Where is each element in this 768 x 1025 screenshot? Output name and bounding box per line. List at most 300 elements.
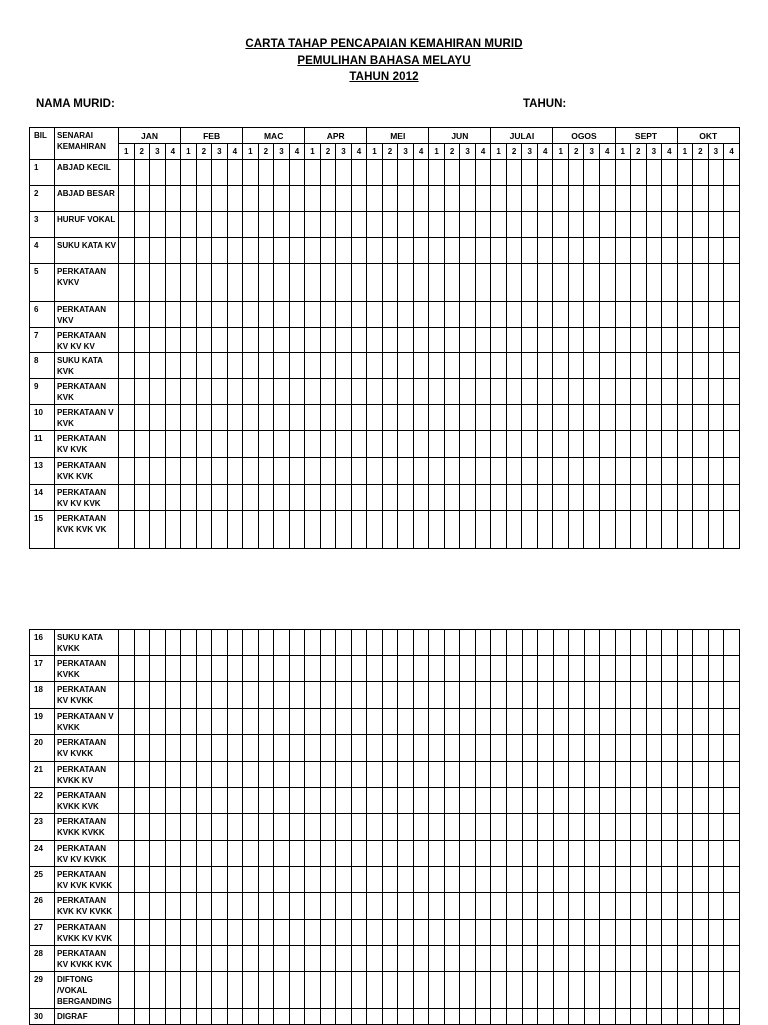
progress-cell[interactable]	[599, 160, 615, 186]
progress-cell[interactable]	[212, 212, 228, 238]
progress-cell[interactable]	[413, 238, 429, 264]
progress-cell[interactable]	[320, 630, 336, 656]
progress-cell[interactable]	[491, 709, 507, 735]
progress-cell[interactable]	[336, 302, 352, 328]
progress-cell[interactable]	[305, 946, 321, 972]
progress-cell[interactable]	[320, 709, 336, 735]
progress-cell[interactable]	[506, 160, 522, 186]
progress-cell[interactable]	[444, 186, 460, 212]
progress-cell[interactable]	[475, 630, 491, 656]
progress-cell[interactable]	[134, 762, 150, 788]
progress-cell[interactable]	[150, 485, 166, 511]
progress-cell[interactable]	[615, 1009, 631, 1025]
progress-cell[interactable]	[662, 264, 678, 302]
progress-cell[interactable]	[119, 186, 135, 212]
progress-cell[interactable]	[227, 485, 243, 511]
progress-cell[interactable]	[429, 238, 445, 264]
progress-cell[interactable]	[429, 920, 445, 946]
progress-cell[interactable]	[599, 405, 615, 431]
progress-cell[interactable]	[119, 212, 135, 238]
progress-cell[interactable]	[165, 814, 181, 841]
progress-cell[interactable]	[724, 458, 740, 485]
progress-cell[interactable]	[599, 302, 615, 328]
progress-cell[interactable]	[150, 972, 166, 1009]
progress-cell[interactable]	[677, 485, 693, 511]
progress-cell[interactable]	[724, 735, 740, 762]
progress-cell[interactable]	[662, 630, 678, 656]
progress-cell[interactable]	[165, 972, 181, 1009]
progress-cell[interactable]	[134, 238, 150, 264]
progress-cell[interactable]	[181, 511, 197, 549]
progress-cell[interactable]	[382, 302, 398, 328]
progress-cell[interactable]	[212, 656, 228, 682]
progress-cell[interactable]	[538, 893, 554, 920]
progress-cell[interactable]	[569, 762, 585, 788]
progress-cell[interactable]	[662, 485, 678, 511]
progress-cell[interactable]	[708, 405, 724, 431]
progress-cell[interactable]	[693, 841, 709, 867]
progress-cell[interactable]	[382, 264, 398, 302]
progress-cell[interactable]	[677, 814, 693, 841]
progress-cell[interactable]	[212, 405, 228, 431]
progress-cell[interactable]	[212, 1009, 228, 1025]
progress-cell[interactable]	[320, 186, 336, 212]
progress-cell[interactable]	[165, 353, 181, 379]
progress-cell[interactable]	[693, 814, 709, 841]
progress-cell[interactable]	[569, 656, 585, 682]
progress-cell[interactable]	[522, 511, 538, 549]
progress-cell[interactable]	[274, 264, 290, 302]
progress-cell[interactable]	[724, 867, 740, 893]
progress-cell[interactable]	[615, 867, 631, 893]
progress-cell[interactable]	[475, 405, 491, 431]
progress-cell[interactable]	[243, 212, 259, 238]
progress-cell[interactable]	[584, 630, 600, 656]
progress-cell[interactable]	[553, 379, 569, 405]
progress-cell[interactable]	[569, 814, 585, 841]
progress-cell[interactable]	[429, 656, 445, 682]
progress-cell[interactable]	[398, 511, 414, 549]
progress-cell[interactable]	[181, 431, 197, 458]
progress-cell[interactable]	[584, 302, 600, 328]
progress-cell[interactable]	[460, 630, 476, 656]
progress-cell[interactable]	[600, 814, 616, 841]
progress-cell[interactable]	[243, 379, 259, 405]
progress-cell[interactable]	[506, 264, 522, 302]
progress-cell[interactable]	[227, 630, 243, 656]
progress-cell[interactable]	[382, 212, 398, 238]
progress-cell[interactable]	[599, 431, 615, 458]
progress-cell[interactable]	[429, 1009, 445, 1025]
progress-cell[interactable]	[212, 946, 228, 972]
progress-cell[interactable]	[693, 511, 709, 549]
progress-cell[interactable]	[569, 709, 585, 735]
progress-cell[interactable]	[212, 788, 228, 814]
progress-cell[interactable]	[181, 893, 197, 920]
progress-cell[interactable]	[289, 630, 305, 656]
progress-cell[interactable]	[460, 328, 476, 353]
progress-cell[interactable]	[693, 238, 709, 264]
progress-cell[interactable]	[677, 160, 693, 186]
progress-cell[interactable]	[150, 762, 166, 788]
progress-cell[interactable]	[227, 972, 243, 1009]
progress-cell[interactable]	[584, 328, 600, 353]
progress-cell[interactable]	[119, 656, 135, 682]
progress-cell[interactable]	[336, 485, 352, 511]
progress-cell[interactable]	[351, 212, 367, 238]
progress-cell[interactable]	[444, 972, 460, 1009]
progress-cell[interactable]	[444, 264, 460, 302]
progress-cell[interactable]	[708, 893, 724, 920]
progress-cell[interactable]	[491, 212, 507, 238]
progress-cell[interactable]	[522, 328, 538, 353]
progress-cell[interactable]	[724, 1009, 740, 1025]
progress-cell[interactable]	[646, 160, 662, 186]
progress-cell[interactable]	[274, 328, 290, 353]
progress-cell[interactable]	[134, 682, 150, 709]
progress-cell[interactable]	[150, 709, 166, 735]
progress-cell[interactable]	[600, 893, 616, 920]
progress-cell[interactable]	[631, 972, 647, 1009]
progress-cell[interactable]	[693, 353, 709, 379]
progress-cell[interactable]	[615, 238, 631, 264]
progress-cell[interactable]	[444, 302, 460, 328]
progress-cell[interactable]	[336, 511, 352, 549]
progress-cell[interactable]	[646, 893, 662, 920]
progress-cell[interactable]	[662, 867, 678, 893]
progress-cell[interactable]	[475, 186, 491, 212]
progress-cell[interactable]	[119, 841, 135, 867]
progress-cell[interactable]	[413, 328, 429, 353]
progress-cell[interactable]	[212, 458, 228, 485]
progress-cell[interactable]	[460, 485, 476, 511]
progress-cell[interactable]	[258, 893, 274, 920]
progress-cell[interactable]	[444, 1009, 460, 1025]
progress-cell[interactable]	[336, 867, 352, 893]
progress-cell[interactable]	[367, 431, 383, 458]
progress-cell[interactable]	[522, 353, 538, 379]
progress-cell[interactable]	[693, 709, 709, 735]
progress-cell[interactable]	[444, 212, 460, 238]
progress-cell[interactable]	[460, 353, 476, 379]
progress-cell[interactable]	[568, 212, 584, 238]
progress-cell[interactable]	[243, 841, 259, 867]
progress-cell[interactable]	[274, 682, 290, 709]
progress-cell[interactable]	[150, 238, 166, 264]
progress-cell[interactable]	[165, 238, 181, 264]
progress-cell[interactable]	[413, 735, 429, 762]
progress-cell[interactable]	[320, 328, 336, 353]
progress-cell[interactable]	[724, 379, 740, 405]
progress-cell[interactable]	[243, 485, 259, 511]
progress-cell[interactable]	[413, 485, 429, 511]
progress-cell[interactable]	[227, 762, 243, 788]
progress-cell[interactable]	[320, 379, 336, 405]
progress-cell[interactable]	[212, 353, 228, 379]
progress-cell[interactable]	[693, 485, 709, 511]
progress-cell[interactable]	[693, 656, 709, 682]
progress-cell[interactable]	[491, 405, 507, 431]
progress-cell[interactable]	[258, 458, 274, 485]
progress-cell[interactable]	[150, 458, 166, 485]
progress-cell[interactable]	[584, 511, 600, 549]
progress-cell[interactable]	[646, 186, 662, 212]
progress-cell[interactable]	[134, 972, 150, 1009]
progress-cell[interactable]	[693, 762, 709, 788]
progress-cell[interactable]	[212, 893, 228, 920]
progress-cell[interactable]	[382, 920, 398, 946]
progress-cell[interactable]	[227, 946, 243, 972]
progress-cell[interactable]	[165, 458, 181, 485]
progress-cell[interactable]	[708, 264, 724, 302]
progress-cell[interactable]	[367, 186, 383, 212]
progress-cell[interactable]	[289, 682, 305, 709]
progress-cell[interactable]	[320, 458, 336, 485]
progress-cell[interactable]	[134, 212, 150, 238]
progress-cell[interactable]	[196, 788, 212, 814]
progress-cell[interactable]	[507, 867, 523, 893]
progress-cell[interactable]	[491, 238, 507, 264]
progress-cell[interactable]	[336, 405, 352, 431]
progress-cell[interactable]	[724, 431, 740, 458]
progress-cell[interactable]	[289, 458, 305, 485]
progress-cell[interactable]	[444, 735, 460, 762]
progress-cell[interactable]	[460, 762, 476, 788]
progress-cell[interactable]	[320, 893, 336, 920]
progress-cell[interactable]	[491, 1009, 507, 1025]
progress-cell[interactable]	[507, 1009, 523, 1025]
progress-cell[interactable]	[305, 920, 321, 946]
progress-cell[interactable]	[181, 682, 197, 709]
progress-cell[interactable]	[181, 656, 197, 682]
progress-cell[interactable]	[693, 1009, 709, 1025]
progress-cell[interactable]	[553, 431, 569, 458]
progress-cell[interactable]	[258, 682, 274, 709]
progress-cell[interactable]	[708, 656, 724, 682]
progress-cell[interactable]	[258, 511, 274, 549]
progress-cell[interactable]	[398, 264, 414, 302]
progress-cell[interactable]	[553, 735, 569, 762]
progress-cell[interactable]	[289, 379, 305, 405]
progress-cell[interactable]	[724, 186, 740, 212]
progress-cell[interactable]	[708, 212, 724, 238]
progress-cell[interactable]	[413, 1009, 429, 1025]
progress-cell[interactable]	[553, 972, 569, 1009]
progress-cell[interactable]	[444, 328, 460, 353]
progress-cell[interactable]	[274, 1009, 290, 1025]
progress-cell[interactable]	[708, 328, 724, 353]
progress-cell[interactable]	[258, 212, 274, 238]
progress-cell[interactable]	[662, 920, 678, 946]
progress-cell[interactable]	[724, 709, 740, 735]
progress-cell[interactable]	[367, 458, 383, 485]
progress-cell[interactable]	[165, 762, 181, 788]
progress-cell[interactable]	[382, 762, 398, 788]
progress-cell[interactable]	[708, 379, 724, 405]
progress-cell[interactable]	[584, 867, 600, 893]
progress-cell[interactable]	[196, 186, 212, 212]
progress-cell[interactable]	[243, 709, 259, 735]
progress-cell[interactable]	[181, 1009, 197, 1025]
progress-cell[interactable]	[677, 656, 693, 682]
progress-cell[interactable]	[382, 186, 398, 212]
progress-cell[interactable]	[522, 735, 538, 762]
progress-cell[interactable]	[305, 160, 321, 186]
progress-cell[interactable]	[398, 867, 414, 893]
progress-cell[interactable]	[413, 920, 429, 946]
progress-cell[interactable]	[119, 762, 135, 788]
progress-cell[interactable]	[274, 814, 290, 841]
progress-cell[interactable]	[693, 630, 709, 656]
progress-cell[interactable]	[538, 841, 554, 867]
progress-cell[interactable]	[134, 841, 150, 867]
progress-cell[interactable]	[693, 186, 709, 212]
progress-cell[interactable]	[444, 893, 460, 920]
progress-cell[interactable]	[351, 920, 367, 946]
progress-cell[interactable]	[320, 353, 336, 379]
progress-cell[interactable]	[212, 485, 228, 511]
progress-cell[interactable]	[382, 379, 398, 405]
progress-cell[interactable]	[320, 920, 336, 946]
progress-cell[interactable]	[631, 920, 647, 946]
progress-cell[interactable]	[693, 893, 709, 920]
progress-cell[interactable]	[631, 212, 647, 238]
progress-cell[interactable]	[212, 762, 228, 788]
progress-cell[interactable]	[631, 867, 647, 893]
progress-cell[interactable]	[398, 160, 414, 186]
progress-cell[interactable]	[181, 867, 197, 893]
progress-cell[interactable]	[568, 379, 584, 405]
progress-cell[interactable]	[165, 431, 181, 458]
progress-cell[interactable]	[351, 946, 367, 972]
progress-cell[interactable]	[537, 186, 553, 212]
progress-cell[interactable]	[662, 656, 678, 682]
progress-cell[interactable]	[677, 458, 693, 485]
progress-cell[interactable]	[196, 630, 212, 656]
progress-cell[interactable]	[227, 893, 243, 920]
progress-cell[interactable]	[631, 735, 647, 762]
progress-cell[interactable]	[568, 186, 584, 212]
progress-cell[interactable]	[475, 160, 491, 186]
progress-cell[interactable]	[631, 238, 647, 264]
progress-cell[interactable]	[491, 920, 507, 946]
progress-cell[interactable]	[351, 1009, 367, 1025]
progress-cell[interactable]	[119, 709, 135, 735]
progress-cell[interactable]	[305, 379, 321, 405]
progress-cell[interactable]	[677, 264, 693, 302]
progress-cell[interactable]	[553, 160, 569, 186]
progress-cell[interactable]	[413, 656, 429, 682]
progress-cell[interactable]	[274, 485, 290, 511]
progress-cell[interactable]	[227, 353, 243, 379]
progress-cell[interactable]	[662, 405, 678, 431]
progress-cell[interactable]	[662, 431, 678, 458]
progress-cell[interactable]	[367, 946, 383, 972]
progress-cell[interactable]	[537, 405, 553, 431]
progress-cell[interactable]	[119, 630, 135, 656]
progress-cell[interactable]	[522, 485, 538, 511]
progress-cell[interactable]	[631, 458, 647, 485]
progress-cell[interactable]	[274, 735, 290, 762]
progress-cell[interactable]	[553, 212, 569, 238]
progress-cell[interactable]	[553, 656, 569, 682]
progress-cell[interactable]	[460, 814, 476, 841]
progress-cell[interactable]	[444, 511, 460, 549]
progress-cell[interactable]	[367, 814, 383, 841]
progress-cell[interactable]	[507, 630, 523, 656]
progress-cell[interactable]	[429, 485, 445, 511]
progress-cell[interactable]	[724, 656, 740, 682]
progress-cell[interactable]	[600, 946, 616, 972]
progress-cell[interactable]	[677, 920, 693, 946]
progress-cell[interactable]	[165, 682, 181, 709]
progress-cell[interactable]	[258, 762, 274, 788]
progress-cell[interactable]	[382, 841, 398, 867]
progress-cell[interactable]	[584, 814, 600, 841]
progress-cell[interactable]	[181, 160, 197, 186]
progress-cell[interactable]	[662, 762, 678, 788]
progress-cell[interactable]	[491, 264, 507, 302]
progress-cell[interactable]	[165, 264, 181, 302]
progress-cell[interactable]	[537, 353, 553, 379]
progress-cell[interactable]	[305, 735, 321, 762]
progress-cell[interactable]	[119, 431, 135, 458]
progress-cell[interactable]	[274, 709, 290, 735]
progress-cell[interactable]	[305, 1009, 321, 1025]
progress-cell[interactable]	[150, 160, 166, 186]
progress-cell[interactable]	[662, 160, 678, 186]
progress-cell[interactable]	[150, 630, 166, 656]
progress-cell[interactable]	[444, 788, 460, 814]
progress-cell[interactable]	[506, 186, 522, 212]
progress-cell[interactable]	[258, 431, 274, 458]
progress-cell[interactable]	[398, 788, 414, 814]
progress-cell[interactable]	[708, 762, 724, 788]
progress-cell[interactable]	[646, 814, 662, 841]
progress-cell[interactable]	[522, 946, 538, 972]
progress-cell[interactable]	[615, 920, 631, 946]
progress-cell[interactable]	[212, 431, 228, 458]
progress-cell[interactable]	[212, 709, 228, 735]
progress-cell[interactable]	[150, 1009, 166, 1025]
progress-cell[interactable]	[599, 511, 615, 549]
progress-cell[interactable]	[599, 458, 615, 485]
progress-cell[interactable]	[506, 485, 522, 511]
progress-cell[interactable]	[569, 920, 585, 946]
progress-cell[interactable]	[569, 1009, 585, 1025]
progress-cell[interactable]	[413, 458, 429, 485]
progress-cell[interactable]	[444, 762, 460, 788]
progress-cell[interactable]	[413, 867, 429, 893]
progress-cell[interactable]	[165, 630, 181, 656]
progress-cell[interactable]	[150, 186, 166, 212]
progress-cell[interactable]	[600, 920, 616, 946]
progress-cell[interactable]	[569, 946, 585, 972]
progress-cell[interactable]	[305, 264, 321, 302]
progress-cell[interactable]	[677, 867, 693, 893]
progress-cell[interactable]	[382, 735, 398, 762]
progress-cell[interactable]	[150, 511, 166, 549]
progress-cell[interactable]	[165, 893, 181, 920]
progress-cell[interactable]	[320, 238, 336, 264]
progress-cell[interactable]	[538, 814, 554, 841]
progress-cell[interactable]	[320, 431, 336, 458]
progress-cell[interactable]	[708, 867, 724, 893]
progress-cell[interactable]	[460, 431, 476, 458]
progress-cell[interactable]	[677, 353, 693, 379]
progress-cell[interactable]	[274, 972, 290, 1009]
progress-cell[interactable]	[491, 485, 507, 511]
